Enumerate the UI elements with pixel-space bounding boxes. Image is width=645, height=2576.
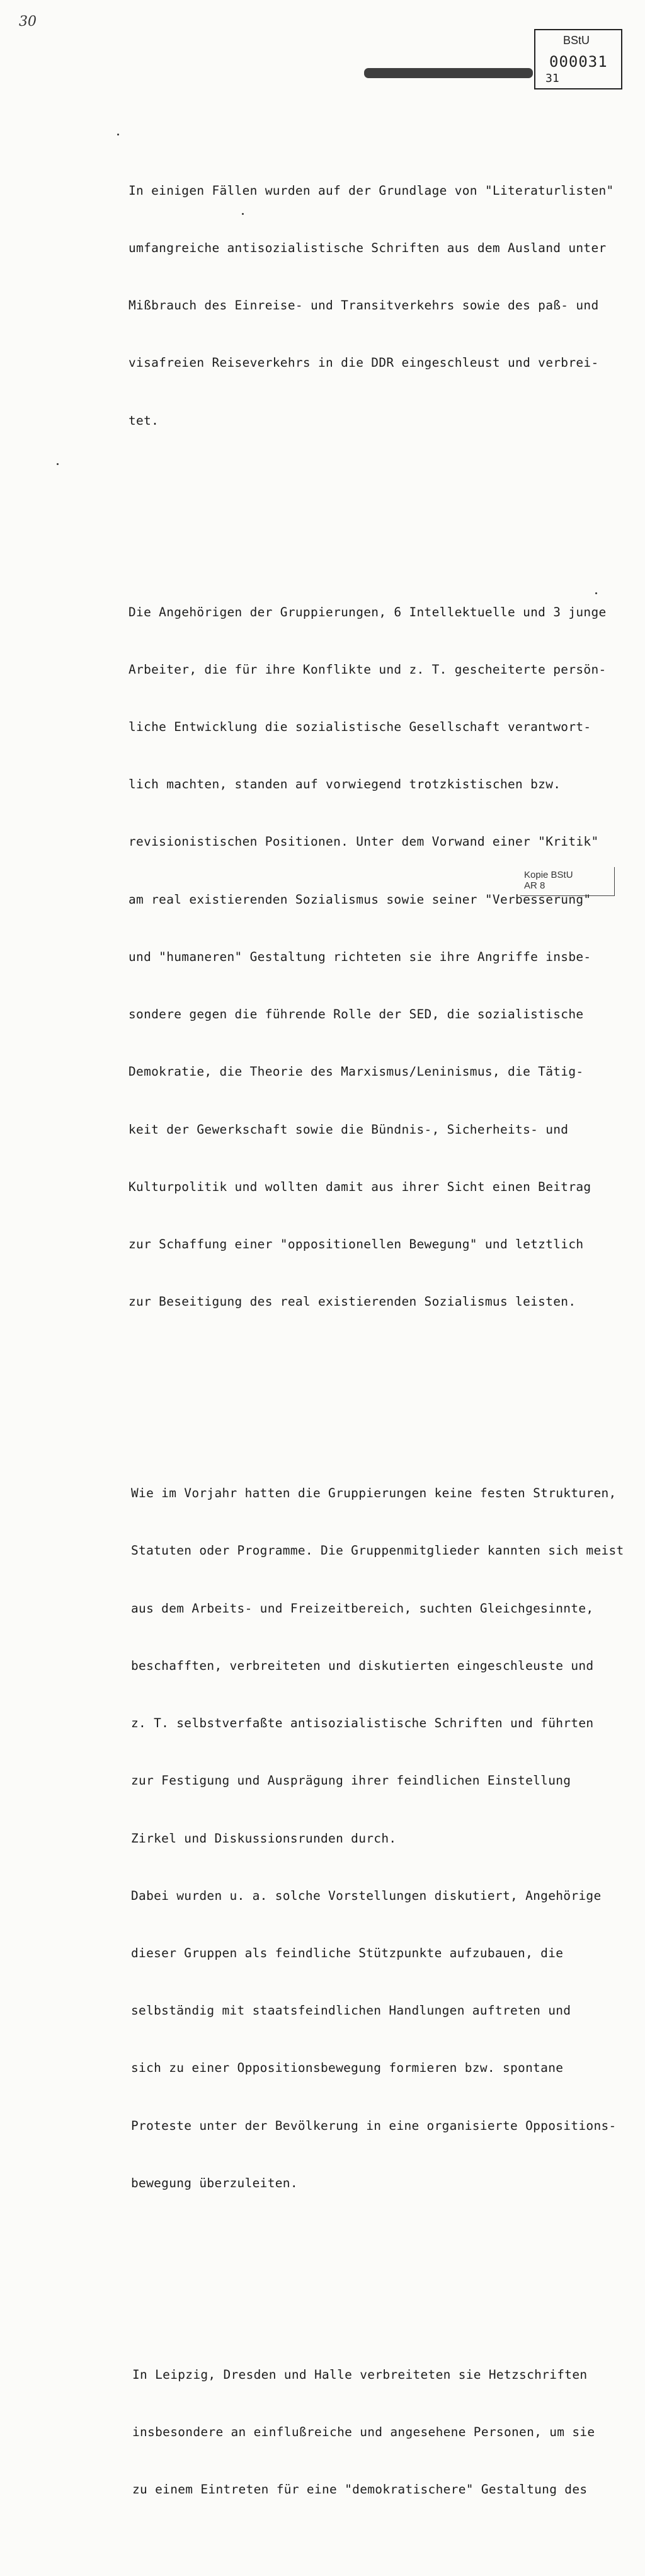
text-line: visafreien Reiseverkehrs in die DDR eingeschleust und verbrei- [128,355,599,371]
text-line: keit der Gewerkschaft sowie die Bündnis-, Sicherheits- und [128,1122,569,1137]
stamp-page: 31 [545,72,559,85]
paragraph-gap [128,2270,632,2289]
speck [57,463,59,465]
text-line: lich machten, standen auf vorwiegend trotzkistischen bzw. [128,777,561,792]
text-line: tet. [128,413,159,428]
paragraph-1 [128,143,632,469]
text-line: bewegung überzuleiten. [131,2175,298,2190]
text-line: zur Beseitigung des real existierenden Sozialismus leisten. [128,1294,576,1309]
text-line: Dabei wurden u. a. solche Vorstellungen diskutiert, Angehörige [131,1888,602,1903]
copy-stamp-line1: Kopie BStU [524,870,573,880]
text-line: zu einem Eintreten für eine "demokratischere" Gestaltung des [132,2482,588,2497]
text-line: zur Schaffung einer "oppositionellen Bewegung" und letztlich [128,1236,584,1251]
paragraph-2 [128,565,632,1350]
body-text [128,105,632,2576]
copy-stamp-line2: AR 8 [524,880,545,891]
text-line: revisionistischen Positionen. Unter dem Vorwand einer "Kritik" [128,834,599,849]
stamp-label: BStU [563,34,590,47]
speck [117,134,119,135]
text-line: Zirkel und Diskussionsrunden durch. [131,1831,397,1846]
redaction-bar [364,68,533,78]
text-line: z. T. selbstverfaßte antisozialistische Schriften und führten [131,1716,594,1731]
text-line: In einigen Fällen wurden auf der Grundlage von "Literaturlisten" [128,183,614,198]
text-line: zur Festigung und Ausprägung ihrer feindlichen Einstellung [131,1773,571,1788]
paragraph-3 [131,1446,632,2231]
stamp-number: 000031 [549,53,608,71]
text-line: am real existierenden Sozialismus sowie seiner "Verbesserung" [128,892,591,907]
text-line: Demokratie, die Theorie des Marxismus/Leninismus, die Tätig- [128,1064,584,1079]
text-line: beschafften, verbreiteten und diskutierten eingeschleuste und [131,1658,594,1673]
text-line: sich zu einer Oppositionsbewegung formieren bzw. spontane [131,2061,564,2076]
paragraph-gap [128,1388,632,1407]
text-line: Arbeiter, die für ihre Konflikte und z. T. gescheiterte persön- [128,662,607,677]
text-line: umfangreiche antisozialistische Schriften aus dem Ausland unter [128,240,607,255]
text-line: dieser Gruppen als feindliche Stützpunkte aufzubauen, die [131,1945,564,1960]
text-line: Mißbrauch des Einreise- und Transitverkehrs sowie des paß- und [128,298,599,313]
text-line: sondere gegen die führende Rolle der SED, die sozialistische [128,1007,584,1022]
bstu-stamp [534,29,622,89]
copy-stamp [520,867,615,896]
text-line: insbesondere an einflußreiche und angesehene Personen, um sie [132,2425,595,2440]
text-line: Kulturpolitik und wollten damit aus ihrer Sicht einen Beitrag [128,1179,591,1194]
text-line: aus dem Arbeits- und Freizeitbereich, suchten Gleichgesinnte, [131,1601,594,1616]
paragraph-4 [132,2327,632,2538]
text-line: selbständig mit staatsfeindlichen Handlungen auftreten und [131,2003,571,2018]
text-line: liche Entwicklung die sozialistische Gesellschaft verantwort- [128,719,591,734]
text-line: In Leipzig, Dresden und Halle verbreiteten sie Hetzschriften [132,2367,588,2382]
text-line: Wie im Vorjahr hatten die Gruppierungen keine festen Strukturen, [131,1486,617,1501]
text-line: Die Angehörigen der Gruppierungen, 6 Intellektuelle und 3 junge [128,604,607,619]
text-line: und "humaneren" Gestaltung richteten sie ihre Angriffe insbe- [128,949,591,964]
paragraph-gap [128,507,632,526]
text-line: Statuten oder Programme. Die Gruppenmitglieder kannten sich meist [131,1543,624,1558]
text-line: Proteste unter der Bevölkerung in eine organisierte Oppositions- [131,2118,617,2133]
handwritten-page-number: 30 [19,14,37,30]
